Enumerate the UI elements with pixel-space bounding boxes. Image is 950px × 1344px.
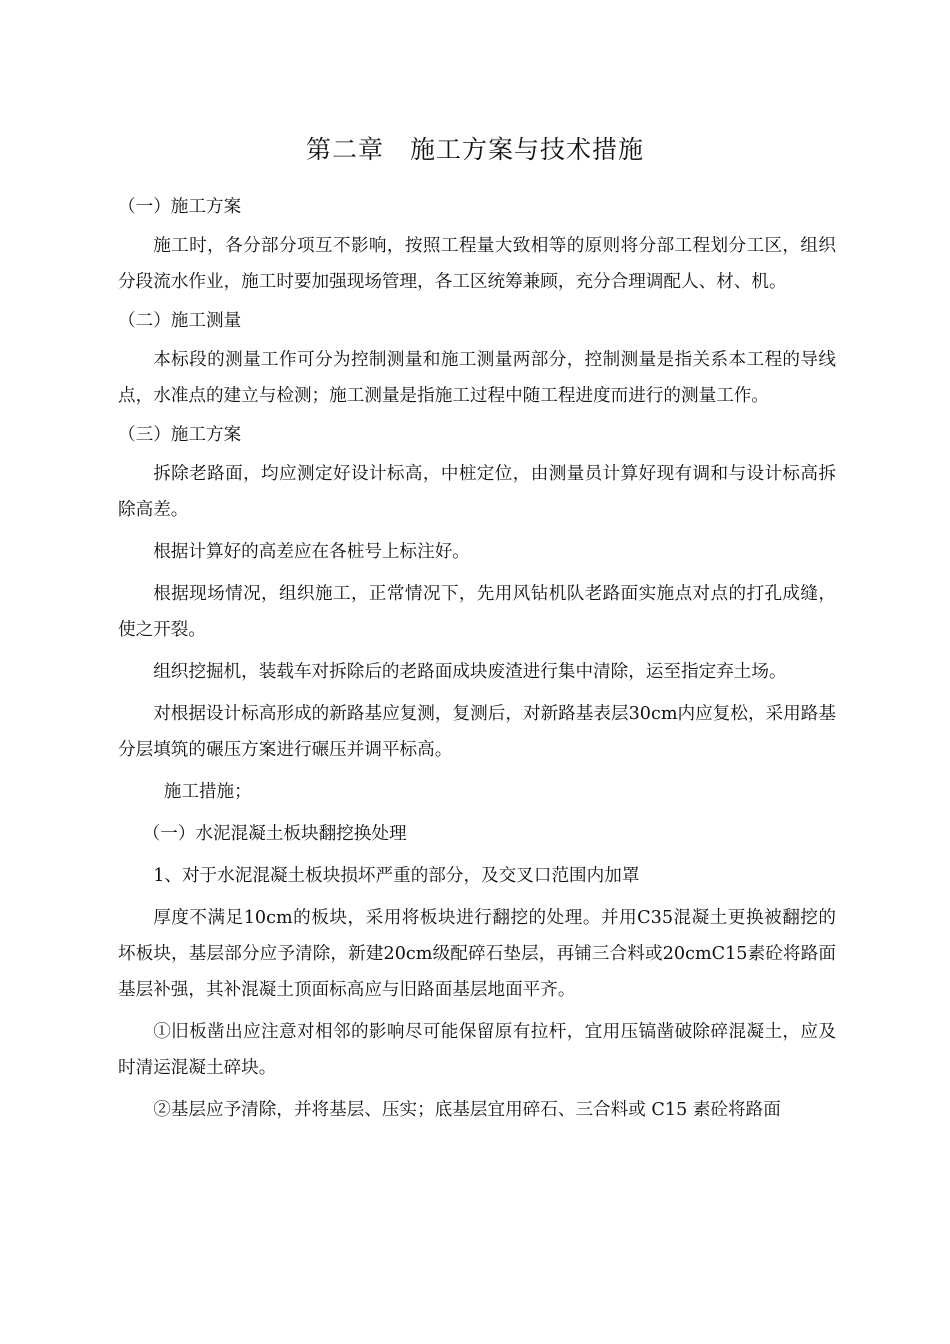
paragraph: 根据现场情况，组织施工，正常情况下，先用风钻机队老路面实施点对点的打孔成缝，使之开裂。 bbox=[118, 584, 836, 640]
paragraph: 根据计算好的高差应在各桩号上标注好。 bbox=[153, 542, 470, 562]
measures-label: 施工措施； bbox=[163, 782, 252, 802]
document-body bbox=[118, 192, 836, 1134]
paragraph: 对根据设计标高形成的新路基应复测，复测后，对新路基表层30cm内应复松，采用路基分层填筑的碾压方案进行碾压并调平标高。 bbox=[118, 704, 836, 760]
section-heading-1: （一）施工方案 bbox=[118, 197, 242, 217]
paragraph: 拆除老路面，均应测定好设计标高，中桩定位，由测量员计算好现有调和与设计标高拆除高差。 bbox=[118, 464, 836, 520]
paragraph: 组织挖掘机，装载车对拆除后的老路面成块废渣进行集中清除，运至指定弃土场。 bbox=[153, 662, 787, 682]
measures-heading: （一）水泥混凝土板块翻挖换处理 bbox=[142, 824, 407, 844]
section-heading-2: （二）施工测量 bbox=[118, 311, 242, 331]
section-heading-3: （三）施工方案 bbox=[118, 425, 242, 445]
paragraph: 施工时，各分部分项互不影响，按照工程量大致相等的原则将分部工程划分工区，组织分段流水作业，施工时要加强现场管理，各工区统筹兼顾，充分合理调配人、材、机。 bbox=[118, 236, 836, 292]
paragraph: 厚度不满足10cm的板块，采用将板块进行翻挖的处理。并用C35混凝土更换被翻挖的坏板块，基层部分应予清除，新建20cm级配碎石垫层，再铺三合料或20cmC15素砼将路面基层补强，其补混凝土顶面标高应与旧路面基层地面平齐。 bbox=[118, 908, 836, 1000]
paragraph: ①旧板凿出应注意对相邻的影响尽可能保留原有拉杆，宜用压镐凿破除碎混凝土，应及时清运混凝土碎块。 bbox=[118, 1022, 836, 1078]
chapter-title: 第二章 施工方案与技术措施 bbox=[305, 135, 644, 164]
paragraph: ②基层应予清除，并将基层、压实；底基层宜用碎石、三合料或 C15 素砼将路面 bbox=[153, 1100, 781, 1120]
measures-item: 1、对于水泥混凝土板块损坏严重的部分，及交叉口范围内加罩 bbox=[153, 866, 640, 886]
paragraph: 本标段的测量工作可分为控制测量和施工测量两部分，控制测量是指关系本工程的导线点，水准点的建立与检测；施工测量是指施工过程中随工程进度而进行的测量工作。 bbox=[118, 350, 836, 406]
